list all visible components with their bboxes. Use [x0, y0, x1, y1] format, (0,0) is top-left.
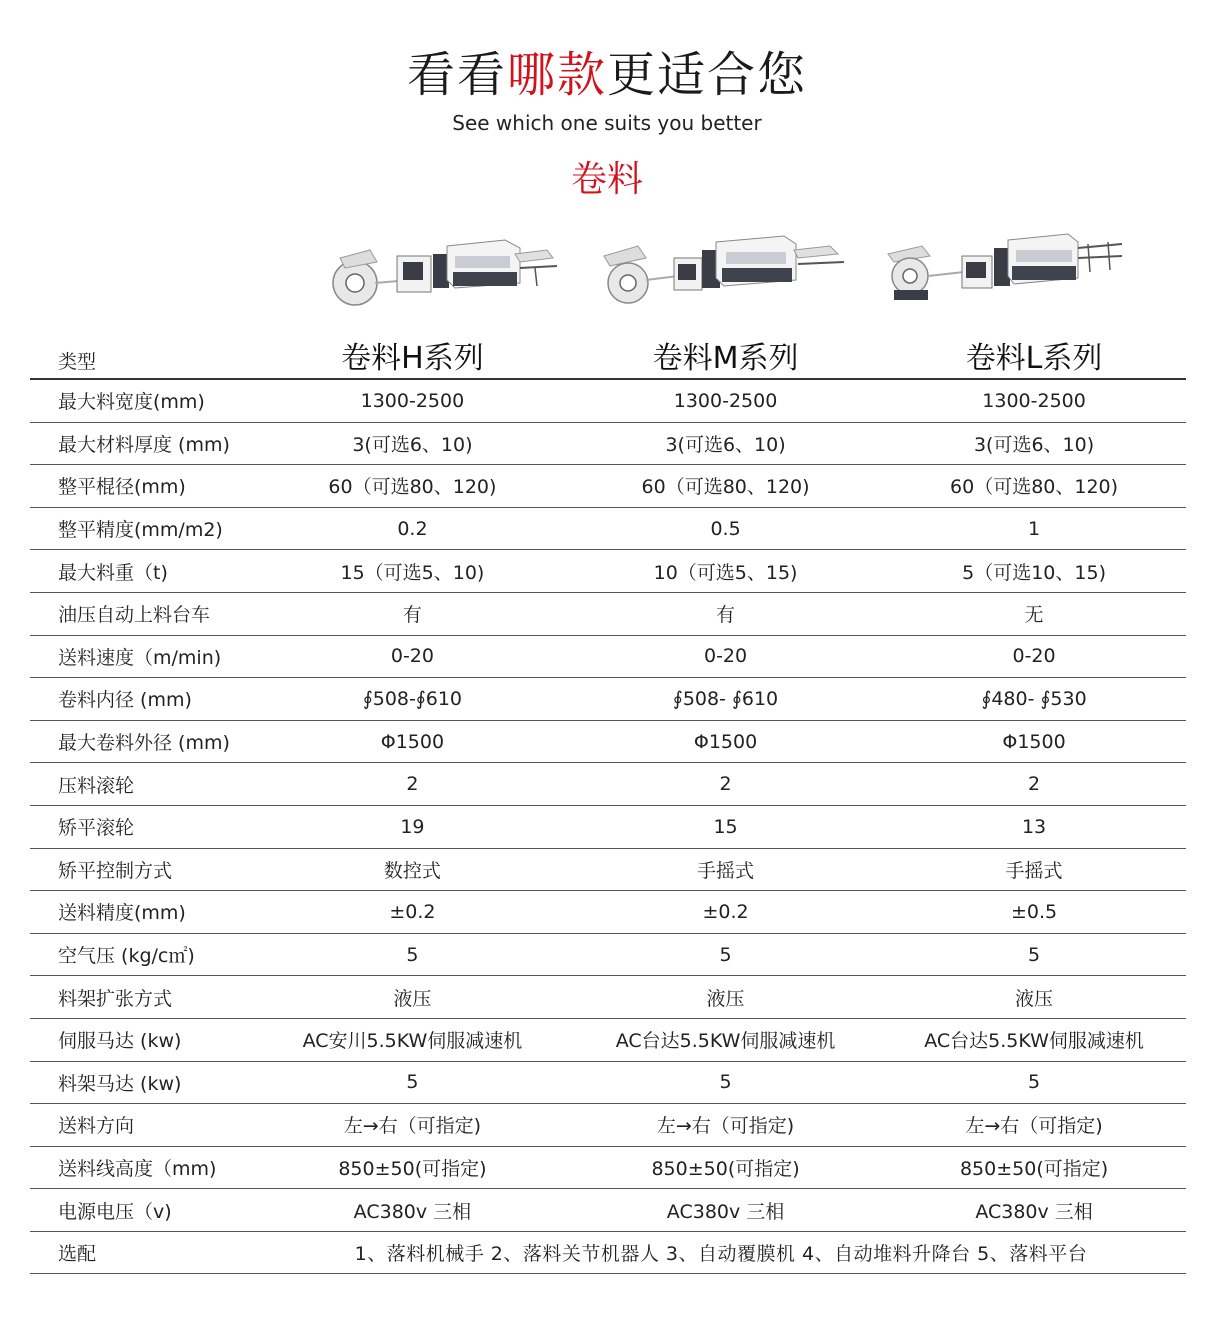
cell-m: 15 — [569, 805, 882, 848]
table-row — [30, 1104, 1186, 1147]
row-label: 伺服马达 (kw) — [30, 1018, 256, 1061]
cell-h: AC380v 三相 — [256, 1189, 569, 1232]
cell-l: 手摇式 — [882, 848, 1186, 891]
row-label: 整平棍径(mm) — [30, 465, 256, 508]
page-subtitle: See which one suits you better — [452, 111, 762, 135]
cell-m: 液压 — [569, 976, 882, 1019]
row-label: 最大料重（t) — [30, 550, 256, 593]
row-label: 送料线高度（mm) — [30, 1146, 256, 1189]
cell-h: 液压 — [256, 976, 569, 1019]
cell-h: ∮508-∮610 — [256, 678, 569, 721]
cell-h: 0-20 — [256, 635, 569, 678]
table-row — [30, 1146, 1186, 1189]
machine-image-m — [598, 228, 848, 308]
title-part-2: 更适合您 — [607, 47, 808, 103]
row-label: 卷料内径 (mm) — [30, 678, 256, 721]
table-row — [30, 1189, 1186, 1232]
row-label: 矫平控制方式 — [30, 848, 256, 891]
cell-l: Φ1500 — [882, 720, 1186, 763]
model-header-l: 卷料L系列 — [882, 332, 1186, 379]
model-header-m: 卷料M系列 — [569, 332, 882, 379]
cell-h: AC安川5.5KW伺服减速机 — [256, 1018, 569, 1061]
cell-m: AC台达5.5KW伺服减速机 — [569, 1018, 882, 1061]
cell-l: ∮480- ∮530 — [882, 678, 1186, 721]
cell-l: 1300-2500 — [882, 379, 1186, 422]
type-header: 类型 — [30, 332, 256, 379]
row-label: 最大料宽度(mm) — [30, 379, 256, 422]
cell-m: 60（可选80、120) — [569, 465, 882, 508]
row-label: 电源电压（v) — [30, 1189, 256, 1232]
cell-h: 19 — [256, 805, 569, 848]
cell-l: AC台达5.5KW伺服减速机 — [882, 1018, 1186, 1061]
cell-h: 2 — [256, 763, 569, 806]
machine-image-h — [315, 228, 565, 308]
cell-h: 5 — [256, 1061, 569, 1104]
row-label: 整平精度(mm/m2) — [30, 507, 256, 550]
cell-l: ±0.5 — [882, 891, 1186, 934]
row-label: 空气压 (kg/c㎡) — [30, 933, 256, 976]
cell-l: 3(可选6、10) — [882, 422, 1186, 465]
table-row — [30, 976, 1186, 1019]
table-row — [30, 848, 1186, 891]
table-row — [30, 1061, 1186, 1104]
table-row — [30, 720, 1186, 763]
cell-l: 2 — [882, 763, 1186, 806]
cell-l: 0-20 — [882, 635, 1186, 678]
cell-m: ±0.2 — [569, 891, 882, 934]
row-label: 油压自动上料台车 — [30, 592, 256, 635]
table-row — [30, 891, 1186, 934]
table-row — [30, 507, 1186, 550]
row-label: 送料精度(mm) — [30, 891, 256, 934]
cell-h: 有 — [256, 592, 569, 635]
cell-m: 10（可选5、15) — [569, 550, 882, 593]
cell-h: Φ1500 — [256, 720, 569, 763]
cell-h: 数控式 — [256, 848, 569, 891]
table-row — [30, 678, 1186, 721]
table-row — [30, 635, 1186, 678]
cell-m: Φ1500 — [569, 720, 882, 763]
cell-h: 15（可选5、10) — [256, 550, 569, 593]
options-row — [30, 1231, 1186, 1274]
cell-h: 1300-2500 — [256, 379, 569, 422]
cell-l: AC380v 三相 — [882, 1189, 1186, 1232]
title-accent: 哪款 — [506, 47, 607, 103]
table-row — [30, 1018, 1186, 1061]
row-label: 矫平滚轮 — [30, 805, 256, 848]
cell-l: 13 — [882, 805, 1186, 848]
row-label: 送料方向 — [30, 1104, 256, 1147]
row-label: 料架扩张方式 — [30, 976, 256, 1019]
cell-h: 左→右（可指定) — [256, 1104, 569, 1147]
cell-m: 0.5 — [569, 507, 882, 550]
cell-l: 液压 — [882, 976, 1186, 1019]
cell-m: 手摇式 — [569, 848, 882, 891]
cell-m: 5 — [569, 933, 882, 976]
cell-l: 1 — [882, 507, 1186, 550]
cell-m: 左→右（可指定) — [569, 1104, 882, 1147]
row-label: 送料速度（m/min) — [30, 635, 256, 678]
row-label: 最大材料厚度 (mm) — [30, 422, 256, 465]
table-row — [30, 379, 1186, 422]
table-row — [30, 550, 1186, 593]
cell-h: 60（可选80、120) — [256, 465, 569, 508]
model-header-h: 卷料H系列 — [256, 332, 569, 379]
page-title — [0, 45, 1214, 105]
section-title: 卷料 — [570, 159, 643, 200]
cell-m: 1300-2500 — [569, 379, 882, 422]
table-row — [30, 465, 1186, 508]
table-header-row — [30, 332, 1186, 379]
table-row — [30, 763, 1186, 806]
cell-l: 5（可选10、15) — [882, 550, 1186, 593]
cell-m: 2 — [569, 763, 882, 806]
cell-l: 850±50(可指定) — [882, 1146, 1186, 1189]
cell-m: 3(可选6、10) — [569, 422, 882, 465]
options-label: 选配 — [30, 1231, 256, 1274]
cell-l: 5 — [882, 1061, 1186, 1104]
cell-l: 左→右（可指定) — [882, 1104, 1186, 1147]
cell-m: 有 — [569, 592, 882, 635]
cell-m: 850±50(可指定) — [569, 1146, 882, 1189]
options-value: 1、落料机械手 2、落料关节机器人 3、自动覆膜机 4、自动堆料升降台 5、落料平台 — [256, 1231, 1186, 1274]
cell-m: AC380v 三相 — [569, 1189, 882, 1232]
spec-table — [30, 332, 1186, 1274]
row-label: 压料滚轮 — [30, 763, 256, 806]
cell-m: 5 — [569, 1061, 882, 1104]
row-label: 最大卷料外径 (mm) — [30, 720, 256, 763]
cell-h: 3(可选6、10) — [256, 422, 569, 465]
cell-m: 0-20 — [569, 635, 882, 678]
table-row — [30, 805, 1186, 848]
cell-l: 60（可选80、120) — [882, 465, 1186, 508]
table-row — [30, 422, 1186, 465]
title-part-1: 看看 — [406, 47, 507, 103]
cell-h: 0.2 — [256, 507, 569, 550]
cell-m: ∮508- ∮610 — [569, 678, 882, 721]
machine-image-l — [882, 228, 1132, 308]
cell-l: 无 — [882, 592, 1186, 635]
table-row — [30, 592, 1186, 635]
table-row — [30, 933, 1186, 976]
cell-h: 850±50(可指定) — [256, 1146, 569, 1189]
cell-h: ±0.2 — [256, 891, 569, 934]
row-label: 料架马达 (kw) — [30, 1061, 256, 1104]
cell-l: 5 — [882, 933, 1186, 976]
cell-h: 5 — [256, 933, 569, 976]
